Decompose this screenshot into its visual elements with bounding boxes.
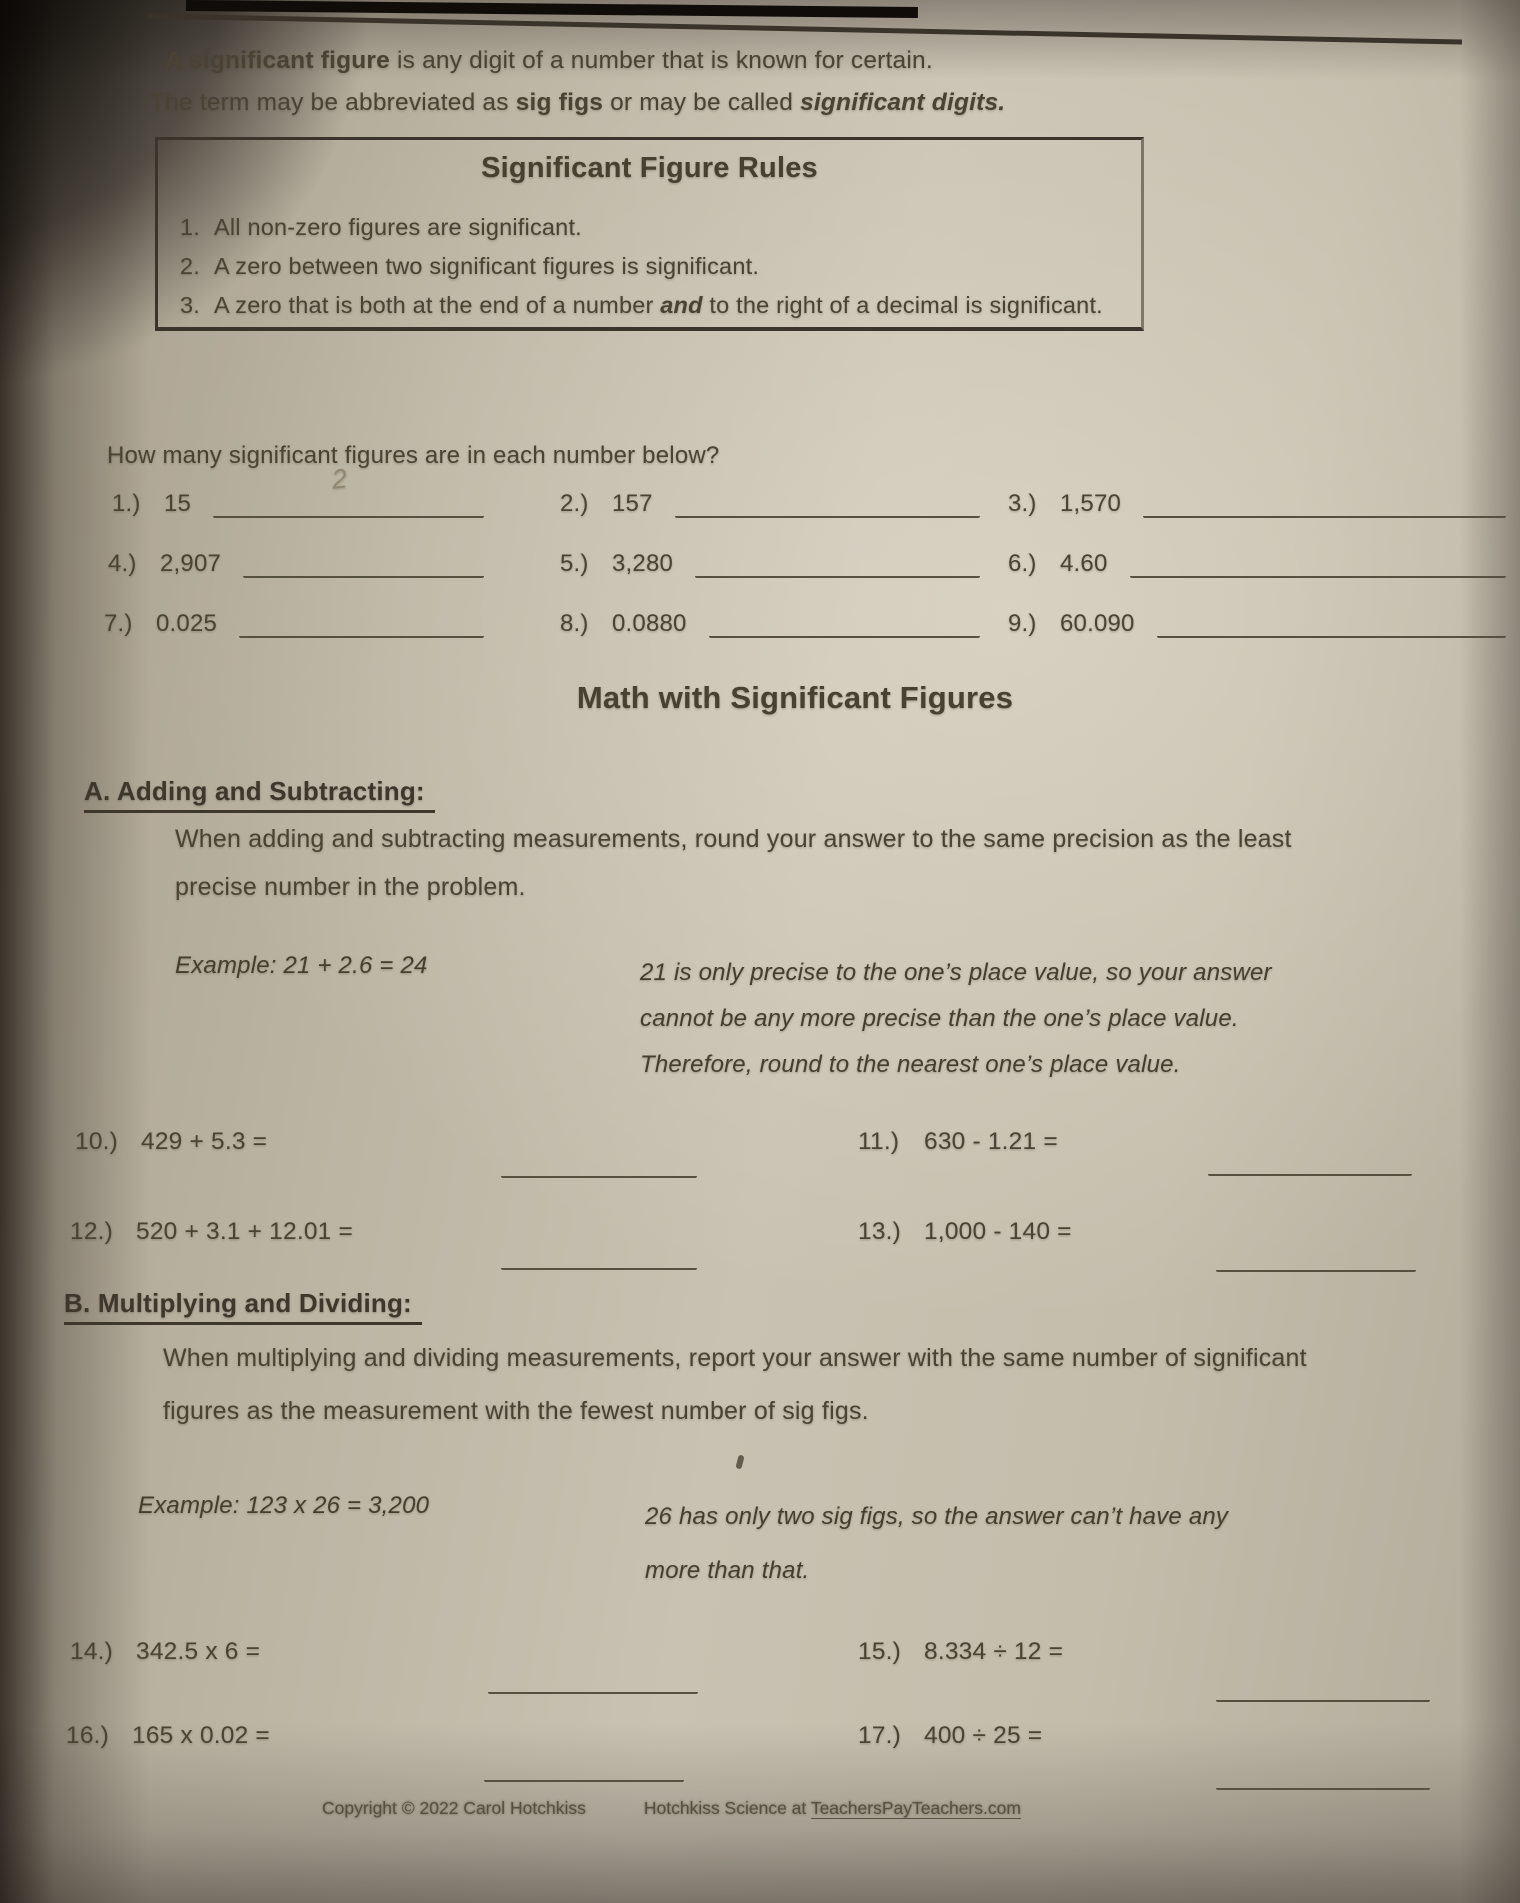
- math-problem-15: 15.) 8.334 ÷ 12 =: [858, 1638, 1430, 1670]
- intro-sigdigits-term: significant digits.: [800, 89, 1006, 116]
- sigfig-problem-5: 5.) 3,280: [560, 548, 980, 578]
- intro-line-1-rest: is any digit of a number that is known for certain.: [389, 47, 933, 74]
- footer: [322, 1798, 1021, 1819]
- footer-credit: Hotchkiss Science at TeachersPayTeachers.com: [643, 1798, 1021, 1818]
- sigfig-problem-8: 8.) 0.0880: [560, 608, 980, 638]
- math-problem-13: 13.) 1,000 - 140 =: [858, 1218, 1416, 1250]
- sigfig-problem-4: 4.) 2,907: [108, 548, 484, 578]
- rules-box: [155, 137, 1144, 331]
- math-problem-17: 17.) 400 ÷ 25 =: [858, 1722, 1430, 1754]
- answer-blank: [484, 1750, 684, 1782]
- intro-line-1: [150, 40, 1270, 82]
- rules-box-title: Significant Figure Rules: [481, 152, 818, 184]
- answer-blank: [1216, 1670, 1430, 1702]
- math-problem-12: 12.) 520 + 3.1 + 12.01 =: [70, 1218, 697, 1250]
- example-a-label: Example: 21 + 2.6 = 24: [175, 952, 428, 979]
- rule-item: 2. A zero between two significant figures is significant.: [180, 253, 760, 279]
- sigfig-problem-9: 9.) 60.090: [1008, 608, 1506, 638]
- section-a-heading-wrap: [84, 776, 435, 813]
- intro-term: A significant figure: [165, 47, 390, 74]
- handwritten-answer: 2: [330, 463, 349, 495]
- section-b-heading: B. Multiplying and Dividing:: [64, 1288, 422, 1325]
- intro-paragraph: [150, 40, 1270, 124]
- example-b-label: Example: 123 x 26 = 3,200: [138, 1492, 430, 1519]
- footer-copyright: Copyright © 2022 Carol Hotchkiss: [322, 1798, 586, 1818]
- footer-store-link: TeachersPayTeachers.com: [810, 1798, 1021, 1818]
- answer-blank: [1208, 1144, 1412, 1176]
- section-a-heading: A. Adding and Subtracting:: [84, 776, 435, 813]
- sigfig-problem-6: 6.) 4.60: [1008, 548, 1506, 578]
- intro-line-2: The term may be abbreviated as sig figs or may be called significant digits.: [150, 89, 1006, 116]
- section-b-body: When multiplying and dividing measurements, report your answer with the same number of significant figures as the measurement with the fewest number of sig figs.: [163, 1344, 1307, 1425]
- answer-blank: [695, 548, 980, 578]
- math-problem-14: 14.) 342.5 x 6 =: [70, 1638, 698, 1670]
- answer-blank: [1130, 548, 1506, 578]
- example-b-note: 26 has only two sig figs, so the answer can’t have any more than that.: [645, 1503, 1229, 1584]
- answer-blank: [675, 488, 980, 518]
- answer-blank: [709, 608, 980, 638]
- sigfig-problem-2: 2.) 157: [560, 488, 980, 518]
- math-section-title: Math with Significant Figures: [576, 680, 1014, 715]
- answer-blank: [1143, 488, 1506, 518]
- section-b-heading-wrap: [64, 1288, 422, 1325]
- stray-pen-mark: [735, 1454, 744, 1469]
- answer-blank: [1216, 1758, 1430, 1790]
- rule-item: 3. A zero that is both at the end of a number and to the right of a decimal is significant.: [180, 292, 1103, 318]
- sigfig-problem-1: 1.) 15 2: [112, 488, 484, 518]
- page-top-black-bar: [186, 0, 918, 18]
- answer-blank: [239, 608, 484, 638]
- math-problem-11: 11.) 630 - 1.21 =: [858, 1128, 1412, 1160]
- sigfig-prompt: How many significant figures are in each number below?: [107, 442, 720, 469]
- answer-blank: [501, 1238, 697, 1270]
- intro-sigfigs-term: sig figs: [515, 89, 604, 116]
- answer-blank: [501, 1146, 697, 1178]
- answer-blank: [488, 1662, 698, 1694]
- example-a-note: 21 is only precise to the one’s place value, so your answer cannot be any more precise than the one’s place value. Therefore, round to the nearest one’s place value.: [640, 959, 1272, 1078]
- math-problem-10: 10.) 429 + 5.3 =: [75, 1128, 697, 1160]
- section-a-body: When adding and subtracting measurements, round your answer to the same precision as the least precise number in the problem.: [175, 825, 1292, 901]
- rule-item: 1. All non-zero figures are significant.: [180, 214, 582, 240]
- sigfig-problem-7: 7.) 0.025: [104, 608, 484, 638]
- math-problem-16: 16.) 165 x 0.02 =: [66, 1722, 684, 1754]
- rules-list: [180, 208, 1103, 325]
- sigfig-problem-3: 3.) 1,570: [1008, 488, 1506, 518]
- answer-blank: [243, 548, 484, 578]
- answer-blank: [1157, 608, 1506, 638]
- answer-blank: [1216, 1240, 1416, 1272]
